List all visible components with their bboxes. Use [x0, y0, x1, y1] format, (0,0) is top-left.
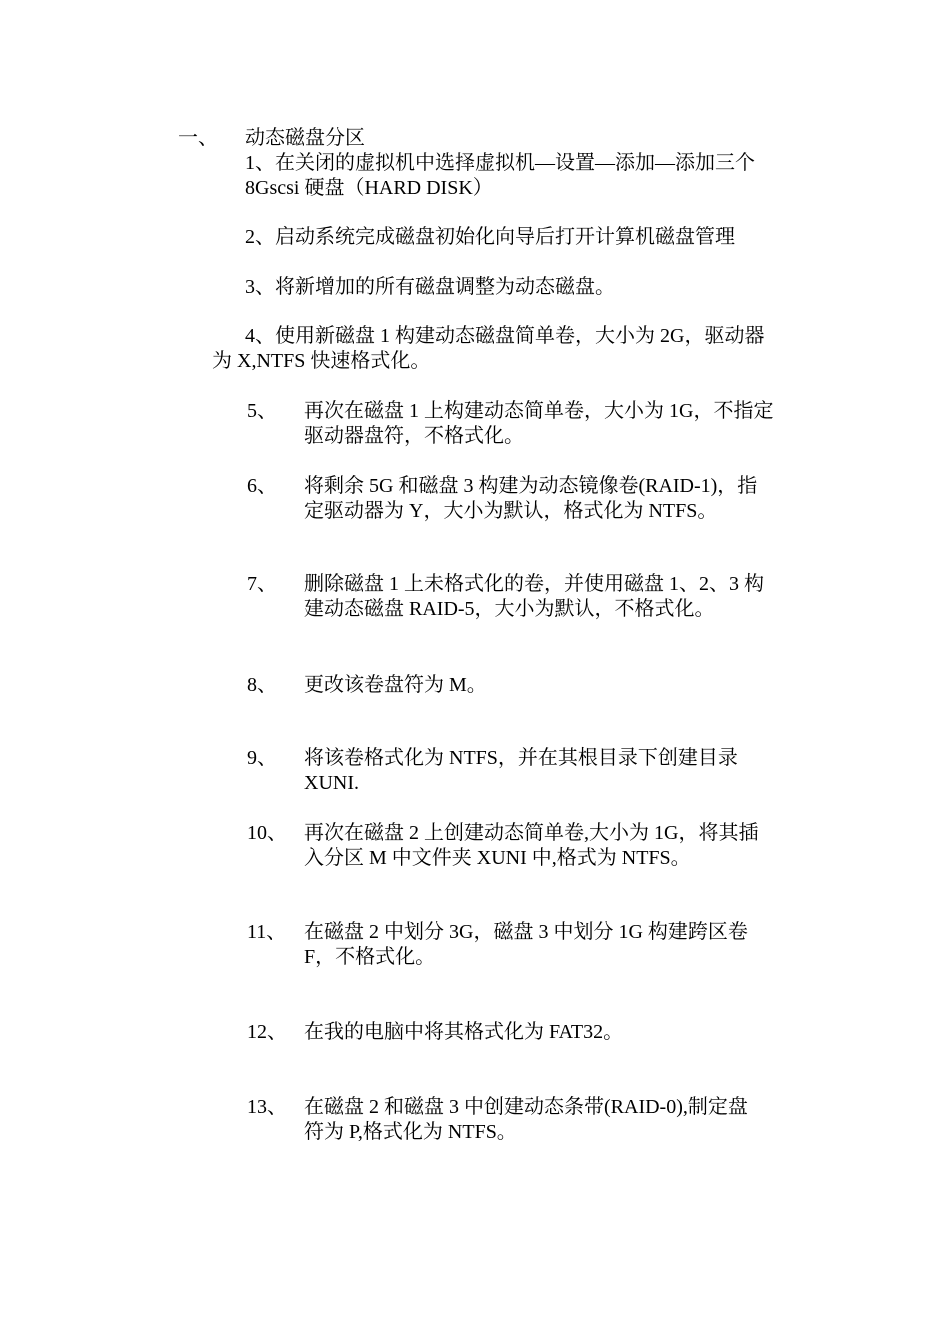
step-13-number: 13、	[247, 1096, 287, 1118]
step-5-line2: 驱动器盘符，不格式化。	[304, 425, 524, 447]
step-6-line1: 将剩余 5G 和磁盘 3 构建为动态镜像卷(RAID-1)，指	[304, 475, 758, 497]
step-1-line1: 1、在关闭的虚拟机中选择虚拟机—设置—添加—添加三个	[245, 152, 755, 174]
step-10-number: 10、	[247, 822, 287, 844]
section-marker: 一、	[178, 127, 218, 149]
step-5-number: 5、	[247, 400, 277, 422]
step-11-number: 11、	[247, 921, 287, 943]
step-13-line1: 在磁盘 2 和磁盘 3 中创建动态条带(RAID-0),制定盘	[304, 1096, 748, 1118]
step-11-line1: 在磁盘 2 中划分 3G，磁盘 3 中划分 1G 构建跨区卷	[304, 921, 748, 943]
step-9-line2: XUNI.	[304, 772, 359, 794]
step-7-number: 7、	[247, 573, 277, 595]
step-8-number: 8、	[247, 674, 277, 696]
step-2: 2、启动系统完成磁盘初始化向导后打开计算机磁盘管理	[245, 226, 735, 248]
step-4-line1: 4、使用新磁盘 1 构建动态磁盘简单卷，大小为 2G，驱动器	[245, 325, 765, 347]
step-5-line1: 再次在磁盘 1 上构建动态简单卷，大小为 1G，不指定	[304, 400, 774, 422]
step-1-line2: 8Gscsi 硬盘（HARD DISK）	[245, 177, 493, 199]
step-10-line1: 再次在磁盘 2 上创建动态简单卷,大小为 1G，将其插	[304, 822, 759, 844]
step-10-line2: 入分区 M 中文件夹 XUNI 中,格式为 NTFS。	[304, 847, 691, 869]
step-7-line2: 建动态磁盘 RAID-5，大小为默认，不格式化。	[304, 598, 715, 620]
step-6-line2: 定驱动器为 Y，大小为默认，格式化为 NTFS。	[304, 500, 718, 522]
step-7-line1: 删除磁盘 1 上未格式化的卷，并使用磁盘 1、2、3 构	[304, 573, 764, 595]
step-6-number: 6、	[247, 475, 277, 497]
step-8-line1: 更改该卷盘符为 M。	[304, 674, 487, 696]
step-4-line2: 为 X,NTFS 快速格式化。	[212, 350, 431, 372]
step-9-line1: 将该卷格式化为 NTFS，并在其根目录下创建目录	[304, 747, 738, 769]
step-3: 3、将新增加的所有磁盘调整为动态磁盘。	[245, 276, 615, 298]
step-9-number: 9、	[247, 747, 277, 769]
step-13-line2: 符为 P,格式化为 NTFS。	[304, 1121, 517, 1143]
section-title: 动态磁盘分区	[245, 127, 365, 149]
step-12-number: 12、	[247, 1021, 287, 1043]
step-12-line1: 在我的电脑中将其格式化为 FAT32。	[304, 1021, 624, 1043]
step-11-line2: F，不格式化。	[304, 946, 436, 968]
